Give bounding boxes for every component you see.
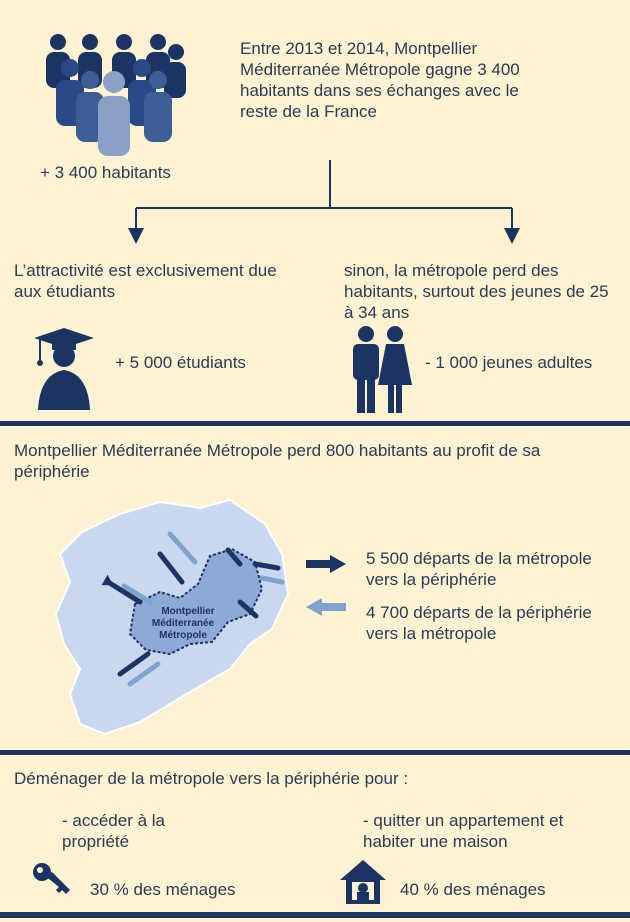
inflow-arrow-icon: [306, 598, 346, 616]
outflow-label: 5 500 départs de la métropole vers la périphérie: [366, 549, 592, 589]
people-group-icon: [40, 32, 190, 157]
map-label-line-1: Montpellier: [161, 606, 215, 617]
left-branch-text: L’attractivité est exclusivement due aux étudiants: [14, 261, 277, 301]
people-caption: + 3 400 habitants: [40, 163, 171, 182]
right-branch-text: sinon, la métropole perd des habitants, surtout des jeunes de 25 à 34 ans: [344, 261, 609, 322]
section2-title: Montpellier Méditerranée Métropole perd 800 habitants au profit de sa périphérie: [14, 441, 541, 481]
couple-icon: [350, 325, 412, 413]
reason1-text: - accéder à la propriété: [62, 811, 165, 851]
territory-map: [50, 494, 310, 744]
outflow-arrow-icon: [306, 555, 346, 573]
house-icon: [340, 860, 386, 904]
young-adults-label: - 1 000 jeunes adultes: [425, 353, 593, 372]
reason2-value: 40 % des ménages: [400, 880, 546, 899]
branch-connector: [0, 160, 630, 240]
separator-3: [0, 912, 630, 918]
graduate-icon: [34, 328, 94, 410]
separator-1: [0, 421, 630, 426]
headline: Entre 2013 et 2014, Montpellier Méditerranée Métropole gagne 3 400 habitants dans ses échanges avec le reste de la France: [240, 39, 520, 121]
key-icon: [32, 862, 72, 896]
map-label-line-3: Métropole: [159, 630, 207, 641]
inflow-label: 4 700 départs de la périphérie vers la métropole: [366, 603, 592, 643]
section3-title: Déménager de la métropole vers la périphérie pour :: [14, 769, 409, 788]
map-label-line-2: Méditerranée: [151, 618, 215, 629]
reason2-text: - quitter un appartement et habiter une maison: [363, 811, 564, 851]
reason1-value: 30 % des ménages: [90, 880, 236, 899]
separator-2: [0, 750, 630, 755]
students-label: + 5 000 étudiants: [115, 353, 246, 372]
